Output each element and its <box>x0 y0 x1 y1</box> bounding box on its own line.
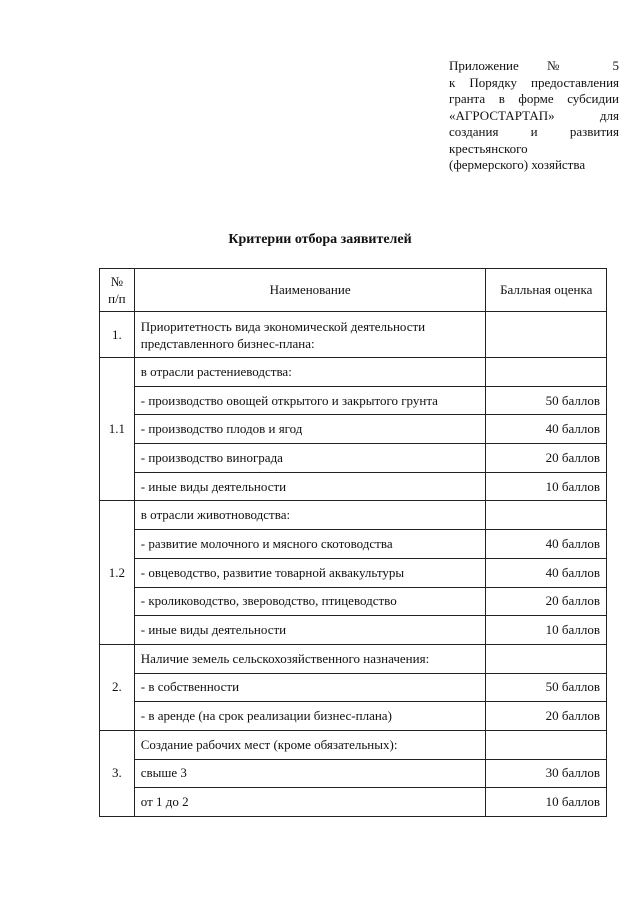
row-num: 1. <box>100 312 135 358</box>
row-score <box>486 644 607 673</box>
row-name: - производство овощей открытого и закрытого грунта <box>134 386 486 415</box>
row-score: 10 баллов <box>486 472 607 501</box>
row-score: 40 баллов <box>486 530 607 559</box>
row-score: 20 баллов <box>486 587 607 616</box>
table-row <box>100 312 607 358</box>
appendix-line: (фермерского) хозяйства <box>449 157 586 172</box>
table-row <box>100 702 607 731</box>
row-num: 1.1 <box>100 358 135 501</box>
row-num: 3. <box>100 730 135 816</box>
appendix-line: гранта в форме субсидии <box>449 91 619 106</box>
row-score: 10 баллов <box>486 788 607 817</box>
row-name: - производство плодов и ягод <box>134 415 486 444</box>
header-name: Наименование <box>134 269 486 312</box>
header-score: Балльная оценка <box>486 269 607 312</box>
table-row <box>100 673 607 702</box>
criteria-table <box>99 268 607 817</box>
row-name: - развитие молочного и мясного скотоводства <box>134 530 486 559</box>
row-score: 20 баллов <box>486 702 607 731</box>
table-row <box>100 444 607 473</box>
row-name: в отрасли животноводства: <box>134 501 486 530</box>
row-name: Приоритетность вида экономической деятельности представленного бизнес-плана: <box>134 312 486 358</box>
row-name: - овцеводство, развитие товарной аквакультуры <box>134 558 486 587</box>
row-name: Наличие земель сельскохозяйственного назначения: <box>134 644 486 673</box>
row-name: от 1 до 2 <box>134 788 486 817</box>
row-score: 40 баллов <box>486 558 607 587</box>
table-row <box>100 386 607 415</box>
header-num: № п/п <box>100 269 135 312</box>
appendix-note <box>449 58 619 174</box>
table-row <box>100 587 607 616</box>
row-score: 20 баллов <box>486 444 607 473</box>
table-row <box>100 759 607 788</box>
row-score: 50 баллов <box>486 673 607 702</box>
row-score <box>486 358 607 387</box>
row-score <box>486 730 607 759</box>
appendix-line: крестьянского <box>449 140 528 156</box>
row-score: 30 баллов <box>486 759 607 788</box>
appendix-line: к Порядку предоставления <box>449 74 619 90</box>
row-score: 40 баллов <box>486 415 607 444</box>
row-name: - производство винограда <box>134 444 486 473</box>
row-score: 50 баллов <box>486 386 607 415</box>
table-row <box>100 644 607 673</box>
row-name: - кролиководство, звероводство, птицеводство <box>134 587 486 616</box>
table-row <box>100 788 607 817</box>
appendix-line: создания и развития <box>449 124 619 139</box>
row-num: 1.2 <box>100 501 135 644</box>
appendix-line: Приложение № 5 <box>449 58 619 73</box>
table-row <box>100 730 607 759</box>
table-row <box>100 358 607 387</box>
row-name: Создание рабочих мест (кроме обязательных): <box>134 730 486 759</box>
table-row <box>100 501 607 530</box>
row-name: в отрасли растениеводства: <box>134 358 486 387</box>
row-name: - иные виды деятельности <box>134 472 486 501</box>
row-score <box>486 312 607 358</box>
table-row <box>100 530 607 559</box>
row-score: 10 баллов <box>486 616 607 645</box>
row-name: свыше 3 <box>134 759 486 788</box>
table-header-row <box>100 269 607 312</box>
table-row <box>100 558 607 587</box>
table-row <box>100 616 607 645</box>
appendix-line: «АГРОСТАРТАП» для <box>449 107 619 123</box>
table-row <box>100 472 607 501</box>
document-title: Критерии отбора заявителей <box>228 232 412 247</box>
row-name: - в собственности <box>134 673 486 702</box>
row-num: 2. <box>100 644 135 730</box>
row-name: - иные виды деятельности <box>134 616 486 645</box>
table-row <box>100 415 607 444</box>
row-name: - в аренде (на срок реализации бизнес-плана) <box>134 702 486 731</box>
row-score <box>486 501 607 530</box>
